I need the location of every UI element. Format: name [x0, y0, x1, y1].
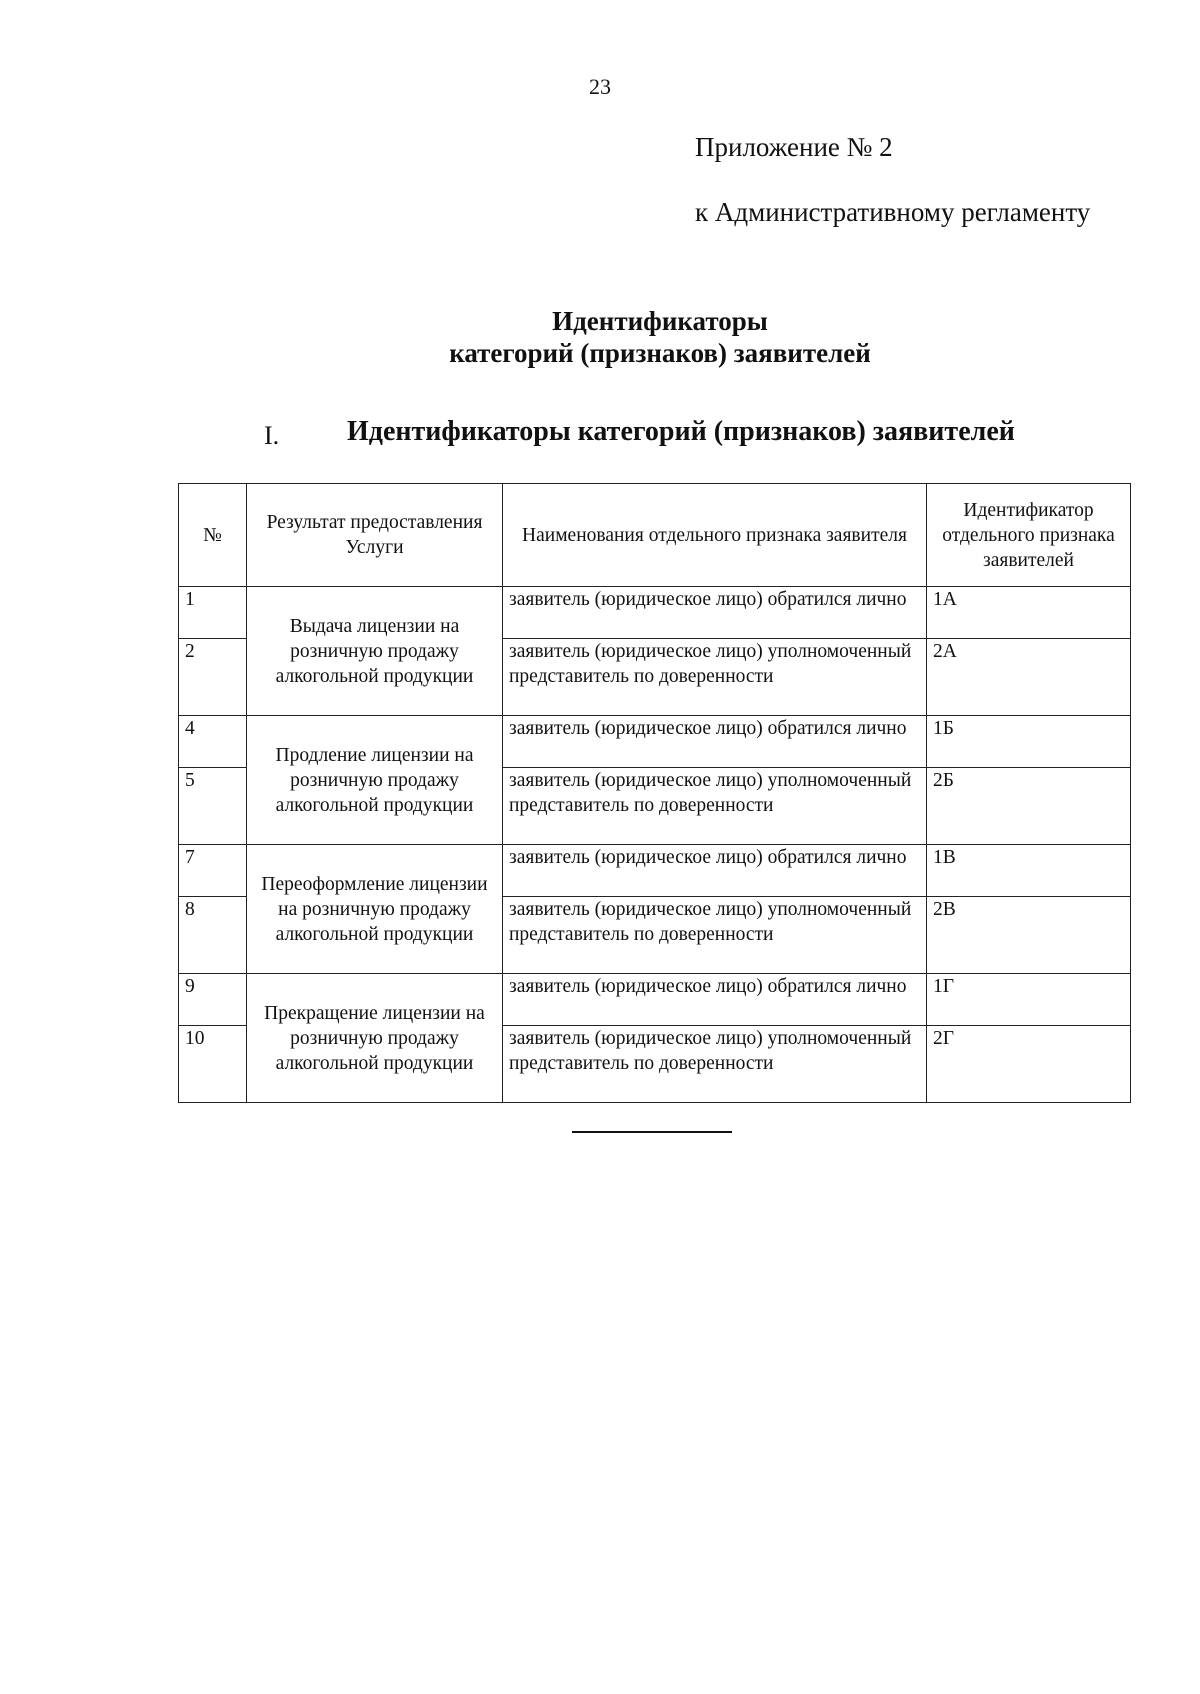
service-result: Выдача лицензии на розничную продажу алкогольной продукции: [247, 587, 503, 716]
document-title: [300, 305, 1020, 369]
regulation-reference: к Административному регламенту: [695, 197, 1091, 227]
table-row: [179, 716, 1131, 768]
table-row: [179, 974, 1131, 1026]
identifier-code: 1Г: [927, 974, 1131, 1026]
header-num: №: [179, 484, 247, 587]
identifier-code: 2Б: [927, 768, 1131, 845]
appendix-label: Приложение № 2: [695, 132, 893, 162]
table-row: [179, 587, 1131, 639]
table-row: [179, 845, 1131, 897]
applicant-attribute: заявитель (юридическое лицо) уполномоченный представитель по доверенности: [503, 768, 927, 845]
document-title-line-2: категорий (признаков) заявителей: [449, 338, 871, 368]
row-number: 1: [179, 587, 247, 639]
table-header-row: [179, 484, 1131, 587]
row-number: 4: [179, 716, 247, 768]
identifier-code: 1В: [927, 845, 1131, 897]
row-number: 9: [179, 974, 247, 1026]
identifiers-table: [178, 483, 1131, 1103]
applicant-attribute: заявитель (юридическое лицо) уполномоченный представитель по доверенности: [503, 1026, 927, 1103]
document-title-line-1: Идентификаторы: [552, 306, 768, 336]
applicant-attribute: заявитель (юридическое лицо) уполномоченный представитель по доверенности: [503, 897, 927, 974]
identifier-code: 2А: [927, 639, 1131, 716]
applicant-attribute: заявитель (юридическое лицо) уполномоченный представитель по доверенности: [503, 639, 927, 716]
identifier-code: 2Г: [927, 1026, 1131, 1103]
closing-separator-line: [572, 1131, 732, 1133]
service-result: Продление лицензии на розничную продажу алкогольной продукции: [247, 716, 503, 845]
page-number: 23: [589, 74, 611, 99]
section-number: I.: [264, 421, 280, 450]
header-identifier: Идентификатор отдельного признака заявителей: [927, 484, 1131, 587]
identifier-code: 1Б: [927, 716, 1131, 768]
row-number: 2: [179, 639, 247, 716]
header-result: Результат предоставления Услуги: [247, 484, 503, 587]
row-number: 8: [179, 897, 247, 974]
header-name: Наименования отдельного признака заявителя: [503, 484, 927, 587]
row-number: 5: [179, 768, 247, 845]
applicant-attribute: заявитель (юридическое лицо) обратился лично: [503, 845, 927, 897]
identifier-code: 2В: [927, 897, 1131, 974]
applicant-attribute: заявитель (юридическое лицо) обратился лично: [503, 716, 927, 768]
row-number: 7: [179, 845, 247, 897]
service-result: Переоформление лицензии на розничную продажу алкогольной продукции: [247, 845, 503, 974]
applicant-attribute: заявитель (юридическое лицо) обратился лично: [503, 587, 927, 639]
identifier-code: 1А: [927, 587, 1131, 639]
applicant-attribute: заявитель (юридическое лицо) обратился лично: [503, 974, 927, 1026]
service-result: Прекращение лицензии на розничную продажу алкогольной продукции: [247, 974, 503, 1103]
section-title: Идентификаторы категорий (признаков) заявителей: [347, 416, 1015, 447]
row-number: 10: [179, 1026, 247, 1103]
